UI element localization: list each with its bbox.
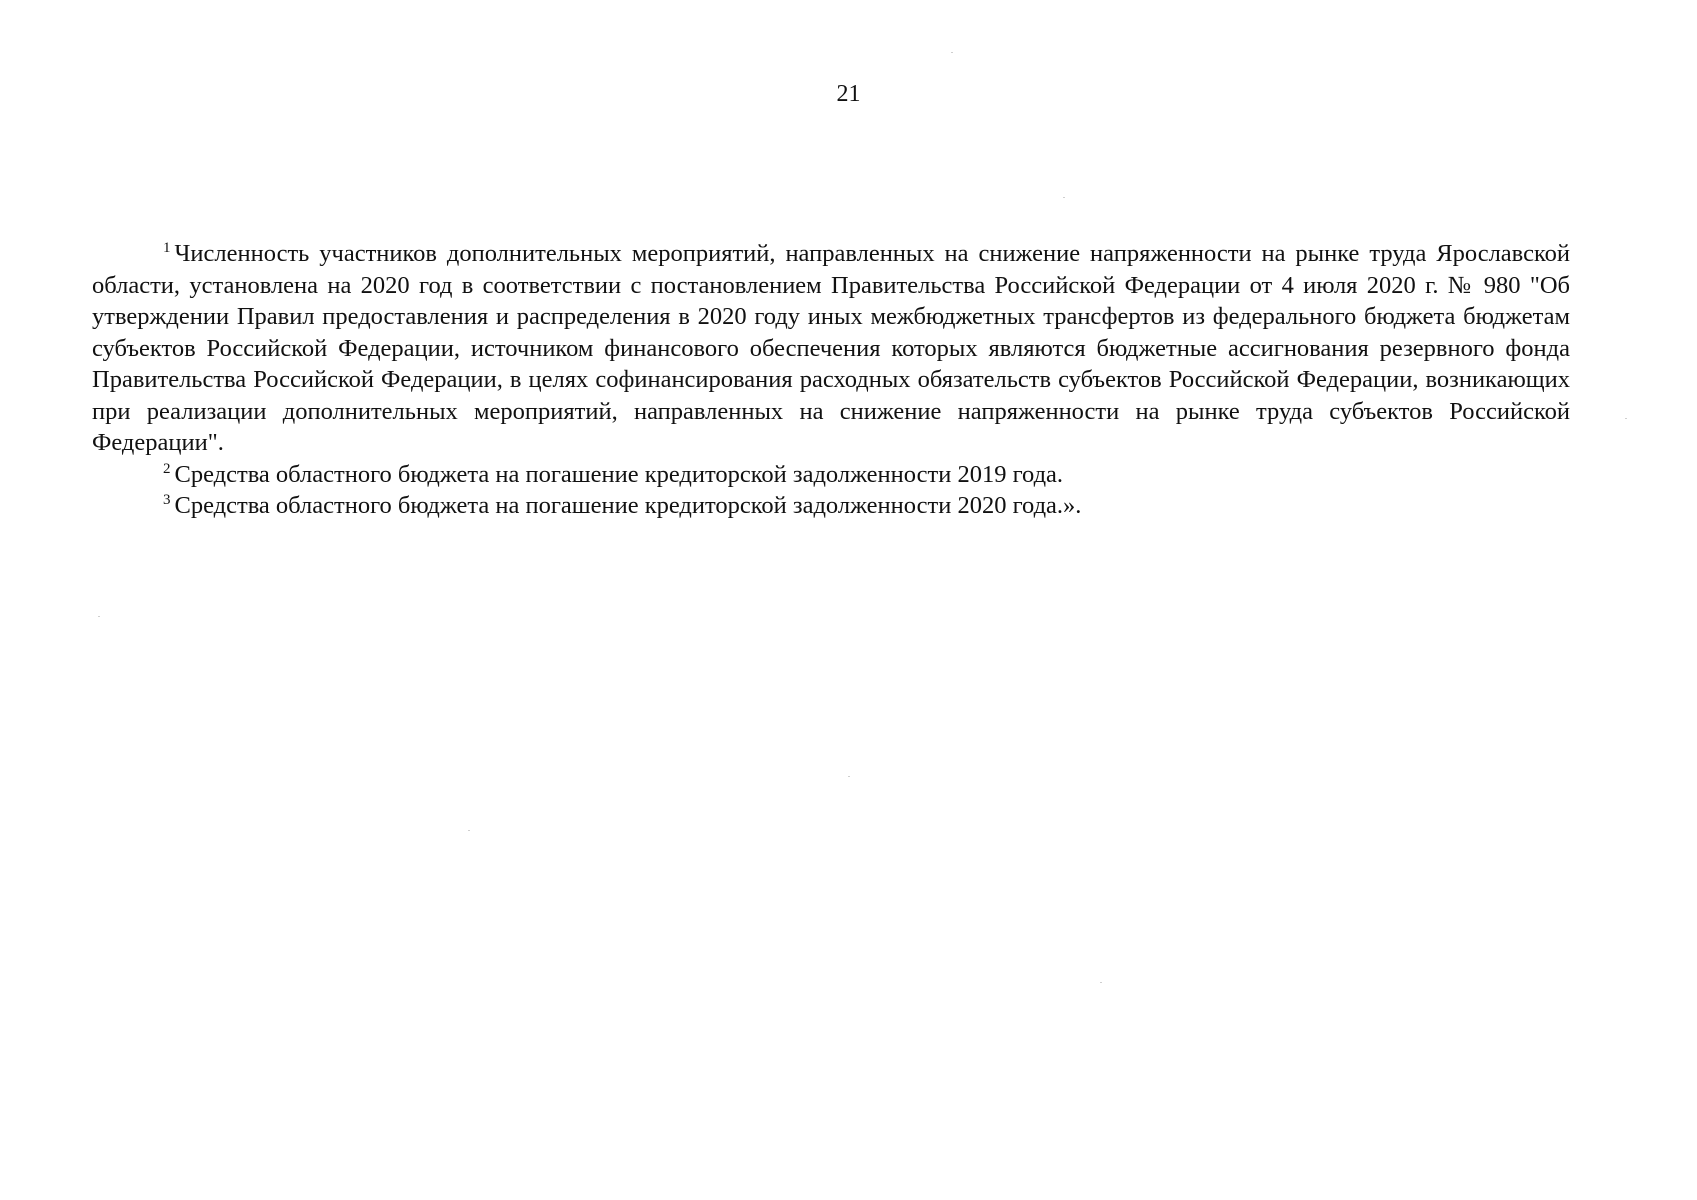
- scan-speck: [468, 830, 470, 831]
- footnote-1: [92, 238, 1570, 459]
- footnote-3: [92, 490, 1570, 522]
- footnotes-section: [92, 238, 1570, 522]
- footnote-marker: 3: [163, 492, 171, 508]
- footnote-marker: 2: [163, 460, 171, 477]
- scan-speck: [98, 616, 100, 617]
- scan-speck: [1625, 418, 1627, 419]
- page-number: 21: [836, 81, 861, 107]
- scan-speck: [1100, 982, 1102, 983]
- footnote-text: Численность участников дополнительных мероприятий, направленных на снижение напряженности на рынке труда Ярославской области, установлена на 2020 год в соответствии с постановлением Правительства Российской Федерации от 4 июля 2020 г. № 980 "Об утверждении Правил предоставления и распределения в 2020 году иных межбюджетных трансфертов из федерального бюджета бюджетам субъектов Российской Федерации, источником финансового обеспечения которых являются бюджетные ассигнования резервного фонда Правительства Российской Федерации, в целях софинансирования расходных обязательств субъектов Российской Федерации, возникающих при реализации дополнительных мероприятий, направленных на снижение напряженности на рынке труда субъектов Российской Федерации".: [92, 240, 1570, 456]
- scan-speck: [951, 52, 953, 53]
- scan-speck: [848, 776, 850, 777]
- footnote-2: [92, 459, 1570, 491]
- scan-speck: [1063, 197, 1065, 198]
- footnote-marker: 1: [163, 240, 171, 256]
- footnote-text: Средства областного бюджета на погашение кредиторской задолженности 2019 года.: [174, 460, 1064, 488]
- footnote-text: Средства областного бюджета на погашение кредиторской задолженности 2020 года.».: [174, 492, 1082, 519]
